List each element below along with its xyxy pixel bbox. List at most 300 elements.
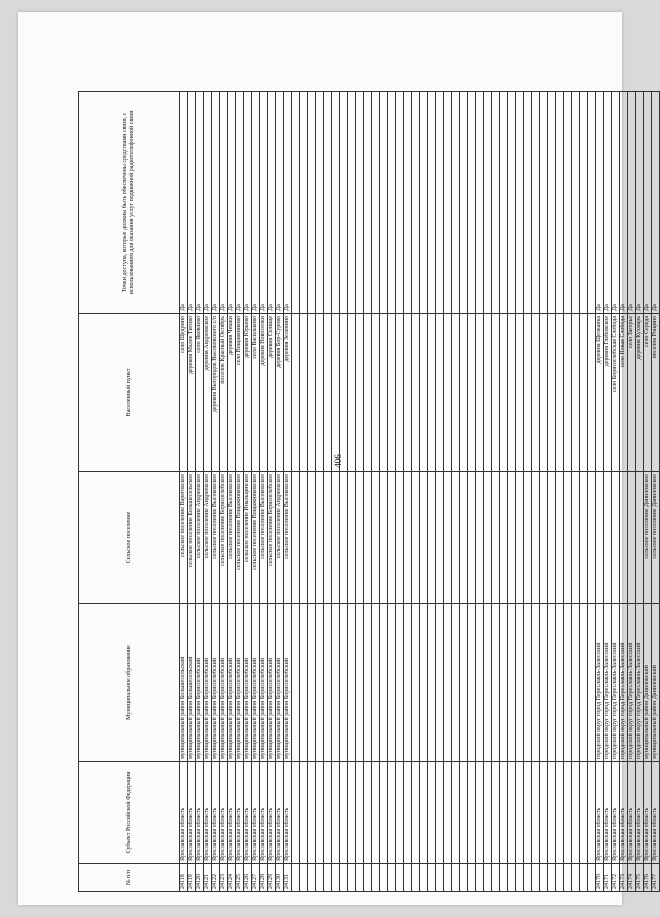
row-locality: село Васильково [252,314,260,472]
table-cell [340,92,348,314]
table-cell [492,314,500,472]
document-page [18,12,658,905]
row-rural: сельское поселение Андреевское [196,472,204,604]
table-cell [484,864,492,892]
row-rural: сельское поселение Высоковское [212,472,220,604]
row-number: 24131 [284,864,292,892]
row-subject: Ярославская область [636,762,644,864]
table-cell [540,762,548,864]
table-cell [308,314,316,472]
table-cell [292,472,300,604]
table-cell [372,92,380,314]
row-locality: село Борисоглебская Слобода [612,314,620,472]
row-municipality: муниципальный район Борисоглебский [220,604,228,762]
table-cell [580,864,588,892]
row-rural: сельское поселение Высоковское [284,472,292,604]
table-cell [364,864,372,892]
table-row [220,92,228,892]
row-subject: Ярославская область [260,762,268,864]
table-row [212,92,220,892]
row-municipality: городской округ город Переславль-Залесский [604,604,612,762]
row-rural [628,472,636,604]
table-cell [300,864,308,892]
table-cell [316,92,324,314]
table-row [580,92,588,892]
row-municipality: городской округ город Переславль-Залесский [612,604,620,762]
table-row [284,92,292,892]
row-municipality: муниципальный район Большесельский [188,604,196,762]
table-cell [468,472,476,604]
table-cell [492,762,500,864]
table-cell [428,604,436,762]
table-cell [524,762,532,864]
table-cell [452,762,460,864]
table-cell [484,92,492,314]
table-cell [468,604,476,762]
table-cell [380,92,388,314]
table-cell [492,864,500,892]
table-cell [532,472,540,604]
table-cell [332,92,340,314]
row-number: 24130 [276,864,284,892]
table-cell [372,314,380,472]
table-cell [524,92,532,314]
table-cell [324,472,332,604]
table-cell [428,92,436,314]
row-rural: сельское поселение Борисоглебское [268,472,276,604]
table-cell [468,762,476,864]
table-cell [292,604,300,762]
row-flag: Да [276,92,284,314]
table-cell [316,314,324,472]
row-subject: Ярославская область [612,762,620,864]
table-cell [572,314,580,472]
table-cell [348,92,356,314]
table-cell [572,604,580,762]
row-flag: Да [196,92,204,314]
table-row [460,92,468,892]
table-cell [340,762,348,864]
table-row [428,92,436,892]
table-row [348,92,356,892]
row-number: 24122 [212,864,220,892]
row-flag: Да [204,92,212,314]
table-cell [460,604,468,762]
header-subject: Субъект Российской Федерации [79,762,180,864]
table-cell [412,604,420,762]
table-row [636,92,644,892]
table-cell [348,762,356,864]
table-row [492,92,500,892]
table-cell [404,92,412,314]
table-cell [428,472,436,604]
table-cell [332,604,340,762]
row-number: 24175 [636,864,644,892]
row-locality: деревня Новоселки [260,314,268,472]
table-cell [564,314,572,472]
row-flag: Да [620,92,628,314]
row-locality: деревня Малое Титово [188,314,196,472]
table-cell [348,472,356,604]
table-cell [516,604,524,762]
table-cell [516,92,524,314]
table-cell [444,864,452,892]
table-cell [444,762,452,864]
row-flag: Да [228,92,236,314]
table-cell [380,864,388,892]
table-cell [508,472,516,604]
table-cell [556,92,564,314]
table-cell [300,92,308,314]
table-cell [452,604,460,762]
row-subject: Ярославская область [196,762,204,864]
table-cell [564,762,572,864]
row-rural: сельское поселение Борисоглебское [220,472,228,604]
table-cell [500,864,508,892]
table-cell [468,314,476,472]
table-cell [580,314,588,472]
table-cell [572,864,580,892]
row-flag: Да [244,92,252,314]
table-row [564,92,572,892]
table-cell [580,604,588,762]
table-cell [524,472,532,604]
row-flag: Да [260,92,268,314]
table-cell [508,762,516,864]
table-cell [412,92,420,314]
table-cell [420,762,428,864]
row-number: 24177 [652,864,660,892]
table-cell [308,604,316,762]
table-cell [516,314,524,472]
table-cell [516,864,524,892]
table-cell [492,472,500,604]
table-cell [508,604,516,762]
table-cell [308,472,316,604]
row-number: 24119 [188,864,196,892]
row-flag: Да [644,92,652,314]
row-rural: сельское поселение Большесельское [188,472,196,604]
table-cell [524,864,532,892]
row-flag: Да [236,92,244,314]
table-row [252,92,260,892]
row-municipality: муниципальный район Борисоглебский [284,604,292,762]
table-cell [556,762,564,864]
table-row [628,92,636,892]
table-cell [388,314,396,472]
table-row [620,92,628,892]
table-body-bottom [596,92,660,892]
table-cell [324,604,332,762]
table-row [652,92,660,892]
table-cell [340,604,348,762]
row-locality: село Загорье [628,314,636,472]
row-flag: Да [180,92,188,314]
table-cell [500,314,508,472]
table-cell [356,604,364,762]
row-rural: сельское поселение Вощажниковское [236,472,244,604]
table-cell [564,92,572,314]
table-cell [588,472,596,604]
row-number: 24126 [244,864,252,892]
table-cell [564,604,572,762]
table-cell [500,762,508,864]
table-cell [300,314,308,472]
row-subject: Ярославская область [236,762,244,864]
row-number: 24170 [596,864,604,892]
row-rural: сельское поселение Вощажниковское [252,472,260,604]
row-number: 24124 [228,864,236,892]
table-body-top [180,92,292,892]
table-cell [548,472,556,604]
row-rural: сельское поселение Высоковское [260,472,268,604]
table-row [444,92,452,892]
table-row [588,92,596,892]
row-number: 24121 [204,864,212,892]
table-cell [484,762,492,864]
table-cell [404,472,412,604]
row-subject: Ярославская область [220,762,228,864]
table-row [188,92,196,892]
row-subject: Ярославская область [268,762,276,864]
table-cell [364,762,372,864]
row-flag: Да [604,92,612,314]
row-number: 24127 [252,864,260,892]
row-municipality: городской округ город Переславль-Залесский [620,604,628,762]
table-cell [388,864,396,892]
table-cell [508,864,516,892]
row-locality: деревня Зеленино [284,314,292,472]
table-cell [444,92,452,314]
table-cell [356,762,364,864]
row-flag: Да [628,92,636,314]
table-cell [396,472,404,604]
row-locality: село Щедрино [180,314,188,472]
table-cell [420,864,428,892]
table-cell [500,92,508,314]
row-rural: сельское поселение Высоковское [228,472,236,604]
row-municipality: муниципальный район Борисоглебский [236,604,244,762]
table-cell [540,314,548,472]
table-row [468,92,476,892]
table-cell [364,92,372,314]
table-cell [292,864,300,892]
table-row [548,92,556,892]
row-locality: деревня Кухмарь [636,314,644,472]
table-cell [580,472,588,604]
row-municipality: городской округ город Переславль-Залесский [636,604,644,762]
row-number: 24174 [628,864,636,892]
table-cell [444,314,452,472]
table-cell [308,864,316,892]
table-row [484,92,492,892]
table-cell [540,472,548,604]
table-row [556,92,564,892]
table-row [476,92,484,892]
table-cell [316,864,324,892]
table-cell [540,604,548,762]
row-municipality: муниципальный район Борисоглебский [244,604,252,762]
table-cell [396,762,404,864]
table-cell [548,92,556,314]
table-cell [476,314,484,472]
row-locality: поселок Рощино [652,314,660,472]
row-locality: деревня Глебовское [604,314,612,472]
table-cell [308,762,316,864]
table-cell [292,762,300,864]
table-cell [316,472,324,604]
header-rural: Сельское поселение [79,472,180,604]
table-cell [364,604,372,762]
row-locality: деревня Селище [268,314,276,472]
table-cell [356,472,364,604]
table-cell [524,604,532,762]
table-cell [348,864,356,892]
table-cell [324,92,332,314]
table-cell [372,864,380,892]
table-cell [492,604,500,762]
table-cell [404,314,412,472]
row-municipality: муниципальный район Борисоглебский [252,604,260,762]
page-number: 406 [333,454,343,468]
row-rural [620,472,628,604]
table-cell [348,314,356,472]
table-cell [380,472,388,604]
table-row [508,92,516,892]
table-cell [564,864,572,892]
table-cell [508,314,516,472]
table-cell [396,314,404,472]
row-municipality: муниципальный район Борисоглебский [268,604,276,762]
table-cell [404,762,412,864]
row-municipality: муниципальный район Борисоглебский [212,604,220,762]
table-cell [380,604,388,762]
table-cell [372,604,380,762]
table-cell [564,472,572,604]
table-cell [588,604,596,762]
table-row [436,92,444,892]
row-subject: Ярославская область [252,762,260,864]
table-body-gap [292,92,596,892]
table-cell [500,472,508,604]
table-row [228,92,236,892]
table-cell [580,92,588,314]
table-cell [468,92,476,314]
table-row [324,92,332,892]
table-header-row [79,92,180,892]
table-row [332,92,340,892]
row-municipality: муниципальный район Большесельский [180,604,188,762]
row-flag: Да [612,92,620,314]
table-cell [412,472,420,604]
row-subject: Ярославская область [652,762,660,864]
table-row [268,92,276,892]
row-municipality: муниципальный район Борисоглебский [204,604,212,762]
table-row [364,92,372,892]
table-cell [516,472,524,604]
table-cell [292,92,300,314]
table-cell [532,92,540,314]
row-municipality: городской округ город Переславль-Залесский [596,604,604,762]
row-flag: Да [188,92,196,314]
table-cell [372,762,380,864]
table-cell [396,604,404,762]
table-cell [452,92,460,314]
table-cell [444,604,452,762]
table-row [612,92,620,892]
table-cell [532,864,540,892]
row-municipality: муниципальный район Борисоглебский [196,604,204,762]
table-cell [340,472,348,604]
table-cell [300,472,308,604]
table-cell [460,762,468,864]
table-cell [348,604,356,762]
row-flag: Да [652,92,660,314]
table-cell [388,762,396,864]
table-cell [380,314,388,472]
table-cell [476,864,484,892]
row-municipality: муниципальный район Даниловский [652,604,660,762]
table-cell [532,604,540,762]
header-no: № п/п [79,864,180,892]
table-row [340,92,348,892]
table-cell [388,472,396,604]
table-cell [476,92,484,314]
row-subject: Ярославская область [604,762,612,864]
table-cell [436,762,444,864]
row-rural [636,472,644,604]
table-row [260,92,268,892]
row-subject: Ярославская область [204,762,212,864]
table-cell [420,472,428,604]
table-cell [556,604,564,762]
row-locality: село Середа [644,314,652,472]
table-row [412,92,420,892]
table-row [396,92,404,892]
row-number: 24172 [612,864,620,892]
table-row [596,92,604,892]
table-row [196,92,204,892]
table-row [276,92,284,892]
table-cell [548,864,556,892]
table-cell [364,472,372,604]
table-cell [428,864,436,892]
table-row [516,92,524,892]
row-number: 24128 [260,864,268,892]
row-flag: Да [268,92,276,314]
table-row [524,92,532,892]
table-cell [332,472,340,604]
table-cell [460,92,468,314]
row-subject: Ярославская область [180,762,188,864]
table-cell [324,762,332,864]
row-municipality: муниципальный район Борисоглебский [260,604,268,762]
table-cell [572,472,580,604]
table-cell [292,314,300,472]
table-cell [420,604,428,762]
table-cell [364,314,372,472]
table-cell [404,604,412,762]
table-cell [396,92,404,314]
table-row [540,92,548,892]
table-cell [588,864,596,892]
row-subject: Ярославская область [620,762,628,864]
table-cell [324,864,332,892]
table-row [532,92,540,892]
table-cell [356,92,364,314]
table-cell [516,762,524,864]
table-cell [388,92,396,314]
